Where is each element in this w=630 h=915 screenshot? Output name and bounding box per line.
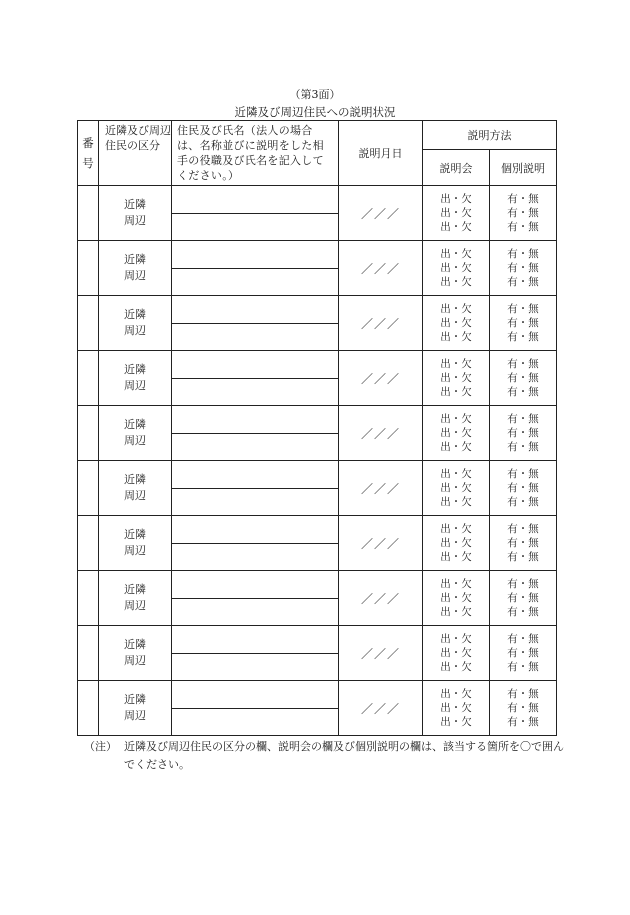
table-row [78, 186, 557, 214]
individual-options [490, 406, 557, 461]
header-number [78, 121, 99, 186]
category-surrounding[interactable]: 周辺 [124, 709, 146, 722]
table-row [78, 296, 557, 324]
date-field[interactable]: ／／／ [339, 461, 423, 516]
individual-explanation-option[interactable]: 有・無 [507, 262, 539, 274]
date-field[interactable]: ／／／ [339, 186, 423, 241]
date-field[interactable]: ／／／ [339, 681, 423, 736]
individual-explanation-option[interactable]: 有・無 [507, 468, 539, 480]
header-individual: 個別説明 [490, 150, 557, 186]
individual-explanation-option[interactable]: 有・無 [507, 303, 539, 315]
header-name: 住民及び氏名（法人の場合は、名称並びに説明をした相手の役職及び氏名を記入してください。） [172, 121, 339, 186]
number-field[interactable] [78, 461, 99, 516]
name-field[interactable] [172, 351, 339, 379]
category-surrounding[interactable]: 周辺 [124, 599, 146, 612]
individual-explanation-option[interactable]: 有・無 [507, 386, 539, 398]
name-field[interactable] [172, 461, 339, 489]
category-cell[interactable] [99, 351, 172, 406]
explanation-status-table [77, 120, 557, 736]
individual-explanation-option[interactable]: 有・無 [507, 427, 539, 439]
table-row [78, 571, 557, 599]
individual-options [490, 296, 557, 351]
meeting-attendance-option[interactable]: 出・欠 [440, 303, 472, 315]
category-neighbor[interactable]: 近隣 [124, 308, 146, 321]
meeting-options [423, 571, 490, 626]
individual-explanation-option[interactable]: 有・無 [507, 276, 539, 288]
meeting-attendance-option[interactable]: 出・欠 [440, 537, 472, 549]
category-surrounding[interactable]: 周辺 [124, 324, 146, 337]
category-neighbor[interactable]: 近隣 [124, 418, 146, 431]
individual-explanation-option[interactable]: 有・無 [507, 688, 539, 700]
meeting-attendance-option[interactable]: 出・欠 [440, 606, 472, 618]
category-neighbor[interactable]: 近隣 [124, 363, 146, 376]
meeting-options [423, 626, 490, 681]
category-surrounding[interactable]: 周辺 [124, 489, 146, 502]
category-cell[interactable] [99, 241, 172, 296]
header-category: 近隣及び周辺住民の区分 [99, 121, 172, 186]
meeting-attendance-option[interactable]: 出・欠 [440, 702, 472, 714]
meeting-options [423, 296, 490, 351]
individual-explanation-option[interactable]: 有・無 [507, 702, 539, 714]
category-neighbor[interactable]: 近隣 [124, 638, 146, 651]
name-field[interactable] [172, 598, 339, 626]
page-number: （第3面） [289, 88, 341, 101]
individual-explanation-option[interactable]: 有・無 [507, 716, 539, 728]
category-neighbor[interactable]: 近隣 [124, 198, 146, 211]
individual-options [490, 461, 557, 516]
name-field[interactable] [172, 323, 339, 351]
name-field[interactable] [172, 681, 339, 709]
name-field[interactable] [172, 708, 339, 736]
meeting-attendance-option[interactable]: 出・欠 [440, 317, 472, 329]
individual-options [490, 351, 557, 406]
number-field[interactable] [78, 571, 99, 626]
name-field[interactable] [172, 516, 339, 544]
name-field[interactable] [172, 543, 339, 571]
meeting-attendance-option[interactable]: 出・欠 [440, 661, 472, 673]
meeting-attendance-option[interactable]: 出・欠 [440, 276, 472, 288]
meeting-attendance-option[interactable]: 出・欠 [440, 331, 472, 343]
individual-options [490, 626, 557, 681]
meeting-attendance-option[interactable]: 出・欠 [440, 551, 472, 563]
date-field[interactable]: ／／／ [339, 296, 423, 351]
meeting-attendance-option[interactable]: 出・欠 [440, 427, 472, 439]
individual-explanation-option[interactable]: 有・無 [507, 248, 539, 260]
meeting-attendance-option[interactable]: 出・欠 [440, 413, 472, 425]
meeting-attendance-option[interactable]: 出・欠 [440, 221, 472, 233]
header-method: 説明方法 [423, 121, 557, 150]
name-field[interactable] [172, 296, 339, 324]
category-neighbor[interactable]: 近隣 [124, 583, 146, 596]
individual-explanation-option[interactable]: 有・無 [507, 193, 539, 205]
name-field[interactable] [172, 626, 339, 654]
category-neighbor[interactable]: 近隣 [124, 473, 146, 486]
individual-explanation-option[interactable]: 有・無 [507, 482, 539, 494]
meeting-options [423, 516, 490, 571]
number-field[interactable] [78, 351, 99, 406]
meeting-attendance-option[interactable]: 出・欠 [440, 482, 472, 494]
individual-explanation-option[interactable]: 有・無 [507, 221, 539, 233]
meeting-attendance-option[interactable]: 出・欠 [440, 386, 472, 398]
date-field[interactable]: ／／／ [339, 406, 423, 461]
category-cell[interactable] [99, 406, 172, 461]
meeting-options [423, 186, 490, 241]
number-field[interactable] [78, 626, 99, 681]
individual-explanation-option[interactable]: 有・無 [507, 578, 539, 590]
meeting-attendance-option[interactable]: 出・欠 [440, 496, 472, 508]
category-surrounding[interactable]: 周辺 [124, 214, 146, 227]
individual-explanation-option[interactable]: 有・無 [507, 647, 539, 659]
individual-explanation-option[interactable]: 有・無 [507, 537, 539, 549]
meeting-attendance-option[interactable]: 出・欠 [440, 468, 472, 480]
individual-explanation-option[interactable]: 有・無 [507, 372, 539, 384]
number-field[interactable] [78, 406, 99, 461]
individual-explanation-option[interactable]: 有・無 [507, 441, 539, 453]
category-surrounding[interactable]: 周辺 [124, 269, 146, 282]
table-row [78, 681, 557, 709]
meeting-attendance-option[interactable]: 出・欠 [440, 248, 472, 260]
number-field[interactable] [78, 186, 99, 241]
meeting-attendance-option[interactable]: 出・欠 [440, 688, 472, 700]
category-cell[interactable] [99, 516, 172, 571]
form-title: 近隣及び周辺住民への説明状況 [234, 105, 396, 119]
name-field[interactable] [172, 378, 339, 406]
individual-explanation-option[interactable]: 有・無 [507, 661, 539, 673]
name-field[interactable] [172, 488, 339, 516]
table-row [78, 406, 557, 434]
individual-explanation-option[interactable]: 有・無 [507, 413, 539, 425]
name-field[interactable] [172, 241, 339, 269]
date-field[interactable]: ／／／ [339, 351, 423, 406]
category-neighbor[interactable]: 近隣 [124, 693, 146, 706]
category-cell[interactable] [99, 461, 172, 516]
number-field[interactable] [78, 296, 99, 351]
category-neighbor[interactable]: 近隣 [124, 253, 146, 266]
date-field[interactable]: ／／／ [339, 571, 423, 626]
meeting-attendance-option[interactable]: 出・欠 [440, 207, 472, 219]
meeting-options [423, 461, 490, 516]
table-body [78, 186, 557, 736]
individual-explanation-option[interactable]: 有・無 [507, 358, 539, 370]
header-number-text: 番号 [82, 136, 94, 170]
category-cell[interactable] [99, 571, 172, 626]
individual-options [490, 516, 557, 571]
name-field[interactable] [172, 433, 339, 461]
individual-explanation-option[interactable]: 有・無 [507, 551, 539, 563]
meeting-attendance-option[interactable]: 出・欠 [440, 716, 472, 728]
number-field[interactable] [78, 516, 99, 571]
table-row [78, 626, 557, 654]
category-surrounding[interactable]: 周辺 [124, 434, 146, 447]
individual-options [490, 186, 557, 241]
meeting-options [423, 351, 490, 406]
individual-explanation-option[interactable]: 有・無 [507, 331, 539, 343]
category-surrounding[interactable]: 周辺 [124, 379, 146, 392]
individual-options [490, 571, 557, 626]
header-meeting: 説明会 [423, 150, 490, 186]
meeting-attendance-option[interactable]: 出・欠 [440, 193, 472, 205]
name-field[interactable] [172, 268, 339, 296]
category-cell[interactable] [99, 681, 172, 736]
category-cell[interactable] [99, 626, 172, 681]
meeting-attendance-option[interactable]: 出・欠 [440, 358, 472, 370]
category-cell[interactable] [99, 296, 172, 351]
table-row [78, 461, 557, 489]
category-cell[interactable] [99, 186, 172, 241]
individual-explanation-option[interactable]: 有・無 [507, 592, 539, 604]
meeting-attendance-option[interactable]: 出・欠 [440, 372, 472, 384]
meeting-attendance-option[interactable]: 出・欠 [440, 578, 472, 590]
individual-explanation-option[interactable]: 有・無 [507, 633, 539, 645]
name-field[interactable] [172, 653, 339, 681]
name-field[interactable] [172, 571, 339, 599]
meeting-attendance-option[interactable]: 出・欠 [440, 633, 472, 645]
meeting-options [423, 406, 490, 461]
meeting-attendance-option[interactable]: 出・欠 [440, 523, 472, 535]
meeting-options [423, 681, 490, 736]
name-field[interactable] [172, 406, 339, 434]
individual-options [490, 681, 557, 736]
meeting-options [423, 241, 490, 296]
date-field[interactable]: ／／／ [339, 241, 423, 296]
category-surrounding[interactable]: 周辺 [124, 544, 146, 557]
individual-options [490, 241, 557, 296]
table-row [78, 241, 557, 269]
table-row [78, 516, 557, 544]
date-field[interactable]: ／／／ [339, 626, 423, 681]
number-field[interactable] [78, 241, 99, 296]
name-field[interactable] [172, 186, 339, 214]
header-date: 説明月日 [339, 121, 423, 186]
meeting-attendance-option[interactable]: 出・欠 [440, 262, 472, 274]
individual-explanation-option[interactable]: 有・無 [507, 523, 539, 535]
meeting-attendance-option[interactable]: 出・欠 [440, 592, 472, 604]
date-field[interactable]: ／／／ [339, 516, 423, 571]
individual-explanation-option[interactable]: 有・無 [507, 606, 539, 618]
table-row [78, 351, 557, 379]
meeting-attendance-option[interactable]: 出・欠 [440, 647, 472, 659]
category-surrounding[interactable]: 周辺 [124, 654, 146, 667]
meeting-attendance-option[interactable]: 出・欠 [440, 441, 472, 453]
name-field[interactable] [172, 213, 339, 241]
number-field[interactable] [78, 681, 99, 736]
note-text: 近隣及び周辺住民の区分の欄、説明会の欄及び個別説明の欄は、該当する箇所を〇で囲んでください。 [124, 740, 564, 771]
individual-explanation-option[interactable]: 有・無 [507, 496, 539, 508]
category-neighbor[interactable]: 近隣 [124, 528, 146, 541]
individual-explanation-option[interactable]: 有・無 [507, 207, 539, 219]
note-label: （注） [84, 740, 117, 753]
individual-explanation-option[interactable]: 有・無 [507, 317, 539, 329]
